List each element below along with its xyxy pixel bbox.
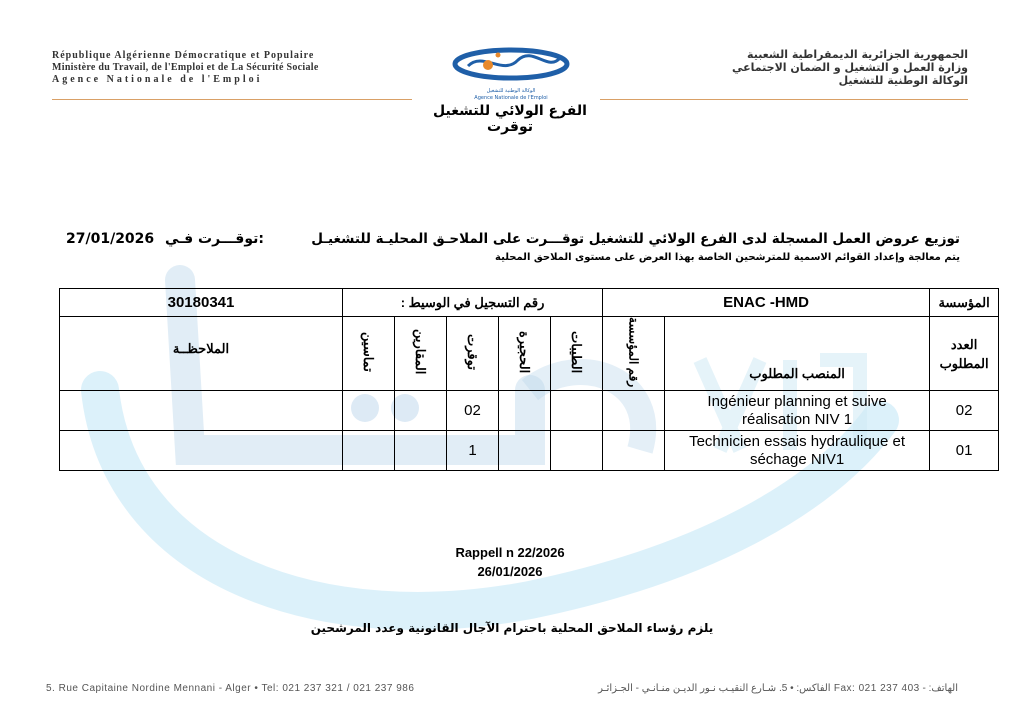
header-ar-line1: الجمهورية الجزائرية الديمقراطية الشعبية [747,48,968,61]
rappel-date: 26/01/2026 [477,564,543,579]
col-header-megarine [395,317,447,391]
col-header-touggourt-label: توقرت [465,334,480,371]
row-hadjira [499,431,551,471]
table-row [60,431,999,471]
deadline-notice: يلزم رؤساء الملاحق المحلية باحترام الآجال القانونية وعدد المرشحين [310,621,714,635]
reg-label: رقم التسجيل في الوسيط : [343,289,603,317]
col-header-company-no-label: رقم المؤسسة [626,317,641,388]
row-touggourt: 1 [447,431,499,471]
footer-address-fr: 5. Rue Capitaine Nordine Mennani - Alger • Tel: 021 237 321 / 021 237 986 [46,683,415,694]
header-fr-line3: Agence Nationale de l'Emploi [52,74,263,85]
row-company-no [603,431,665,471]
company-name: ENAC -HMD [603,289,930,317]
offers-table [59,288,999,471]
row-taibat [551,431,603,471]
row-touggourt: 02 [447,391,499,431]
header-fr-block [52,50,412,86]
branch-title: الفرع الولائي للتشغيل توقرت [433,103,587,135]
row-megarine [395,391,447,431]
row-megarine [395,431,447,471]
row-hadjira [499,391,551,431]
row-count: 01 [930,431,999,471]
table-row [60,391,999,431]
date-line [66,231,264,247]
logo-fr-text: Agence Nationale de l'Emploi [474,95,548,101]
row-tamacine [343,391,395,431]
row-position: Technicien essais hydraulique et séchage NIV1 [665,431,930,471]
company-row [60,289,999,317]
header-ar-line3: الوكالة الوطنية للتشغيل [838,74,968,87]
col-header-notes: الملاحظــة [60,317,343,391]
agency-logo-icon [448,46,574,84]
agency-logo [448,46,574,100]
row-taibat [551,391,603,431]
date-label: توقـــرت فـي: [165,231,264,247]
document-subtitle: يتم معالجة وإعداد القوائم الاسمية للمترشحين الخاصة بهذا العرض على مستوى الملاحق المحلية [495,252,960,263]
rappel-block [400,543,620,581]
footer-address-ar: الهاتف: - Fax: 021 237 403 الفاكس: • 5. شـارع النقيـب نـور الديـن منـانـي - الجـزائـر [598,683,958,694]
row-tamacine [343,431,395,471]
row-notes [60,431,343,471]
row-company-no [603,391,665,431]
header-ar-line2: وزارة العمل و التشغيل و الضمان الاجتماعي [732,61,968,74]
header-row [60,317,999,391]
date-value: 27/01/2026 [66,231,155,247]
col-header-tamacine [343,317,395,391]
header-rule-right [600,99,968,100]
col-header-company-no [603,317,665,391]
header-fr-line1: République Algérienne Démocratique et Populaire [52,50,315,61]
row-count: 02 [930,391,999,431]
logo-ar-text: الوكالة الوطنية للتشغيل [486,88,536,94]
header-rule-left [52,99,412,100]
row-notes [60,391,343,431]
col-header-count: العدد المطلوب [930,317,999,391]
header-fr-line2: Ministère du Travail, de l'Emploi et de La Sécurité Sociale [52,62,319,73]
reg-number: 30180341 [60,289,343,317]
col-header-hadjira-label: الحجيرة [517,330,532,374]
col-header-megarine-label: المقارين [413,329,428,375]
row-position: Ingénieur planning et suive réalisation NIV 1 [665,391,930,431]
col-header-tamacine-label: تماسين [361,332,376,372]
col-header-position: المنصب المطلوب [665,317,930,391]
col-header-touggourt [447,317,499,391]
company-label: المؤسسة [930,289,999,317]
document-title: توزيع عروض العمل المسجلة لدى الفرع الولائي للتشغيل توقـــرت على الملاحـق المحليـة للتشغيـل [311,231,960,247]
header-ar-block [600,48,968,87]
col-header-hadjira [499,317,551,391]
col-header-taibat-label: الطيبات [569,330,585,374]
col-header-taibat [551,317,603,391]
rappel-number: Rappell n 22/2026 [455,545,565,560]
